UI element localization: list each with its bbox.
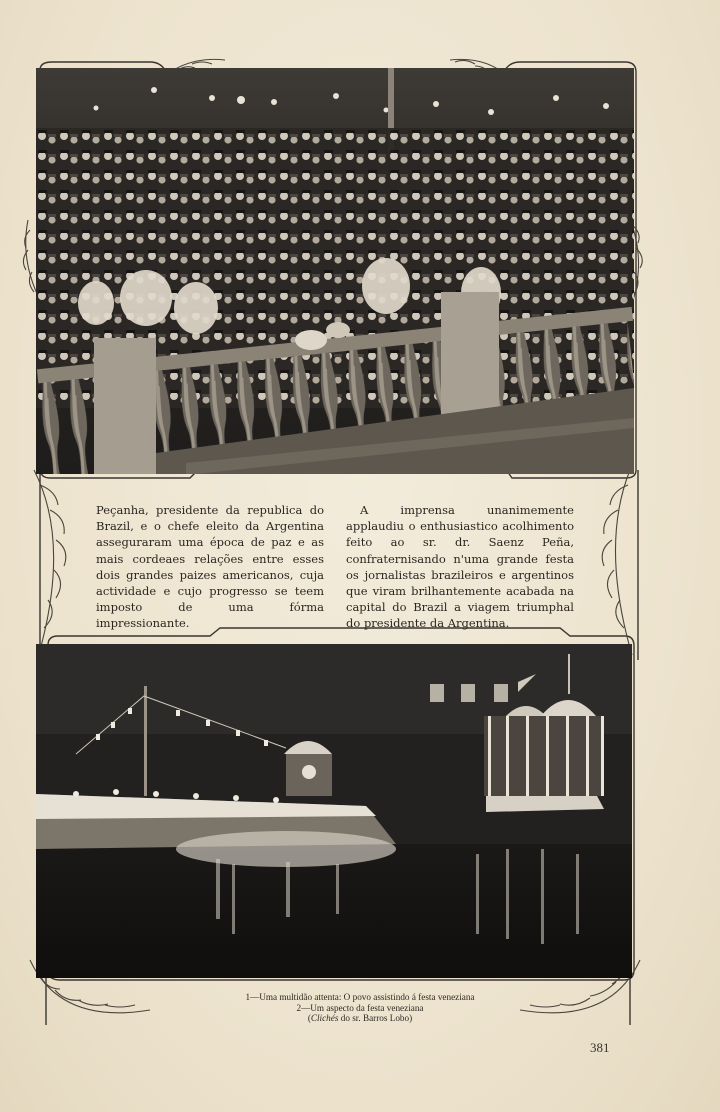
caption-credit-rest: do sr. Barros Lobo) [338, 1013, 413, 1023]
article-paragraph-right: A imprensa unanimemente applaudiu o enthusiastico acolhimento feito ao sr. dr. Saenz Peña, confraternisando n'uma grande festa os jornalistas brazileiros e argentinos que viram brilhantemente acabada na capital do Brazil a viagem triumphal do presidente da Argentina. [346, 503, 574, 631]
article-column-left [96, 502, 324, 632]
caption-credit [150, 1013, 570, 1024]
caption-credit-word: Clichés [310, 1013, 339, 1023]
page-number: 381 [590, 1040, 610, 1055]
article-column-right [346, 502, 574, 632]
venetian-festival-photo [36, 644, 632, 978]
caption-line-2: 2—Um aspecto da festa veneziana [296, 1002, 424, 1013]
article-paragraph-left: Peçanha, presidente da republica do Brazil, e o chefe eleito da Argentina asseguraram uma época de paz e as mais cordeaes relações entre esses dois grandes paizes americanos, cuja actividade e cujo progresso se teem imposto de uma fórma impressionante. [96, 503, 324, 631]
crowd-photo [36, 68, 634, 474]
caption-line-1: 1—Uma multidão attenta: O povo assistindo á festa veneziana [245, 992, 475, 1002]
photo-captions [150, 992, 570, 1024]
caption-credit-open: ( [307, 1013, 311, 1023]
